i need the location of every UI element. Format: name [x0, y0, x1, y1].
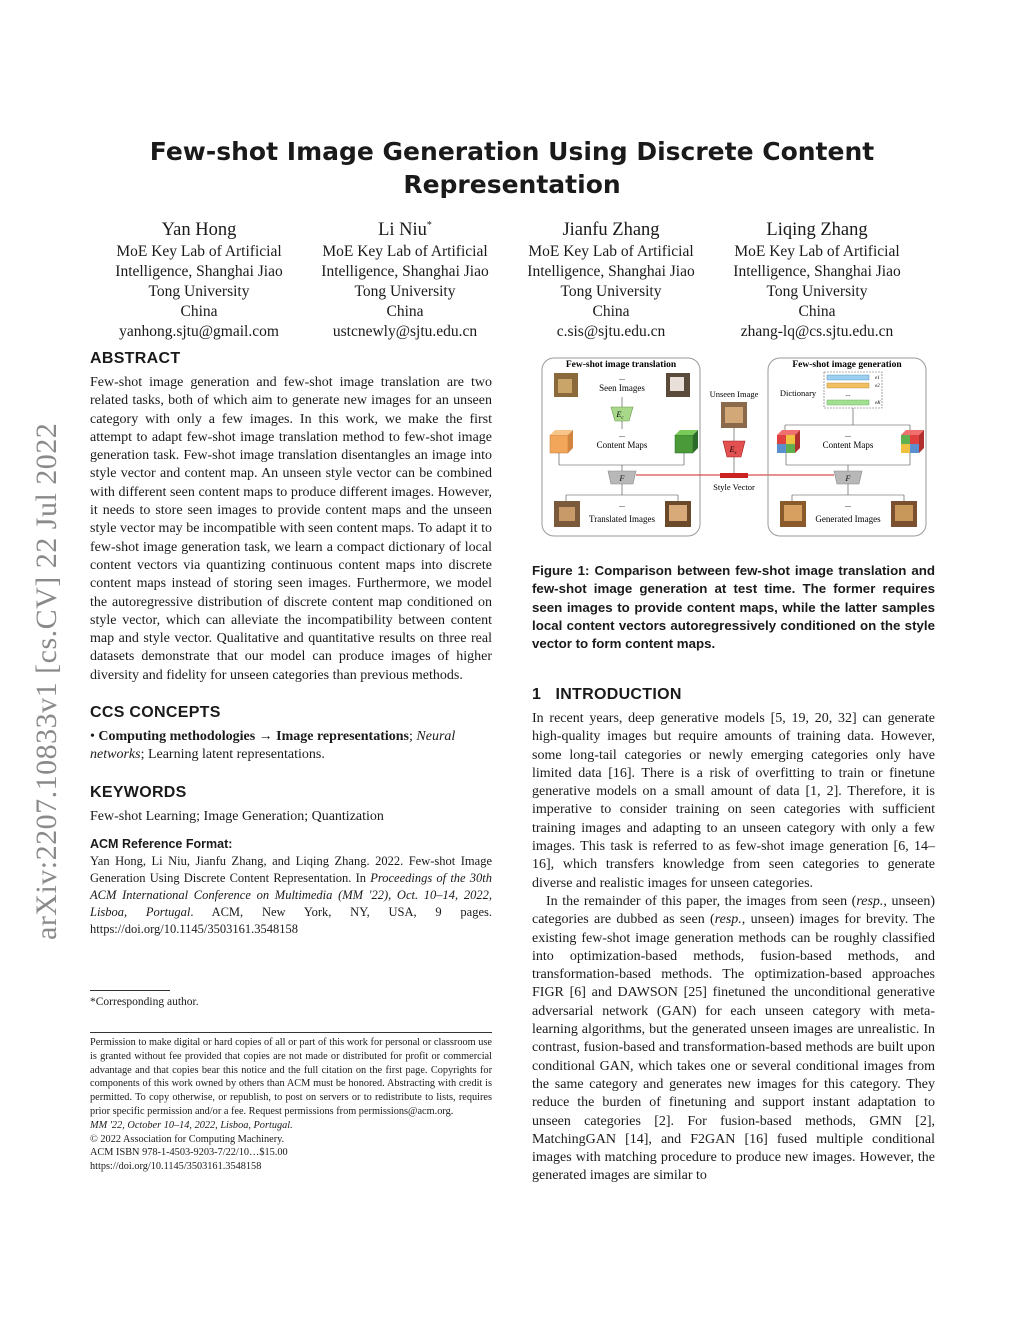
- permission-block: [90, 1036, 492, 1174]
- dict-entry-1: [827, 375, 869, 380]
- abstract-text: Few-shot image generation and few-shot image translation are two related tasks, both of which aim to generate new images for an unseen category with only a few images. In this work, we make the first attempt to adapt few-shot image translation method to few-shot image generation task. Few-shot image translation disentangles an image into style vector and content map. An unseen style vector can be combined with different seen content maps to produce different images. However, it needs to store seen images to provide content maps and the unseen style vector may be incompatible with seen content maps. To adapt it to few-shot image generation task, we learn a compact dictionary of local content vectors via quantizing continuous content maps into discrete content maps instead of storing seen images. Furthermore, we model the autoregressive distribution of discrete content map conditioned on style vector, which can alleviate the incompatibility between content map and style vector. Qualitative and quantitative results on three real datasets demonstrate that our model can produce images of higher diversity and fidelity for unseen categories than previous methods.: [90, 375, 492, 683]
- doi-link[interactable]: . ACM, New York, NY, USA, 9 pages. https://doi.org/10.1145/3503161.3548158: [90, 904, 492, 936]
- left-panel-title: Few-shot image translation: [565, 360, 677, 370]
- author-country: China: [386, 303, 424, 321]
- dict-entry-2-label: e2: [875, 384, 880, 389]
- paper-title: Few-shot Image Generation Using Discrete Content Representation: [149, 137, 875, 199]
- dictionary-label: Dictionary: [779, 388, 817, 398]
- author-2: [302, 215, 508, 342]
- translated-images-label: Translated Images: [589, 514, 655, 524]
- seen-images-label: Seen Images: [599, 383, 645, 393]
- author-email[interactable]: yanhong.sjtu@gmail.com: [119, 323, 279, 341]
- author-4: [714, 215, 920, 342]
- generated-dots: ...: [845, 500, 851, 509]
- content-cube-green: [675, 435, 693, 453]
- footnote-divider: [90, 990, 170, 991]
- abstract-heading: ABSTRACT: [90, 350, 181, 367]
- seen-dots: ...: [619, 373, 625, 382]
- introduction-section: [532, 686, 935, 1186]
- figure-1: [540, 355, 928, 540]
- author-affiliation: Tong University: [766, 283, 868, 301]
- decoder-f-right-label: F: [845, 474, 851, 483]
- dict-dots: ...: [845, 390, 851, 398]
- content-maps-label-left: Content Maps: [596, 440, 648, 450]
- ccs-heading: CCS CONCEPTS: [90, 704, 221, 722]
- author-affiliation: Tong University: [560, 283, 662, 301]
- encoder-ec-label: $E_c$: [616, 410, 624, 421]
- copyright: © 2022 Association for Computing Machinery.: [90, 1133, 285, 1145]
- decoder-f-left-label: F: [619, 474, 625, 483]
- author-affiliation: Intelligence, Shanghai Jiao: [733, 263, 901, 281]
- conference-info: MM '22, October 10–14, 2022, Lisboa, Portugal.: [90, 1119, 293, 1131]
- author-email[interactable]: ustcnewly@sjtu.edu.cn: [332, 323, 478, 341]
- introduction-heading: 1 INTRODUCTION: [532, 686, 682, 703]
- dict-entry-k-label: eK: [875, 401, 881, 406]
- author-name: Li Niu: [378, 220, 427, 241]
- isbn: ACM ISBN 978-1-4503-9203-7/22/10…$15.00: [90, 1147, 288, 1159]
- author-1: [96, 215, 302, 342]
- generated-images-label: Generated Images: [815, 514, 881, 524]
- right-panel-title: Few-shot image generation: [792, 360, 902, 370]
- style-vector-label: Style Vector: [713, 482, 755, 492]
- author-affiliation: MoE Key Lab of Artificial: [528, 243, 694, 261]
- author-country: China: [180, 303, 218, 321]
- intro-paragraph-1: In recent years, deep generative models [5, 19, 20, 32] can generate high-quality images but require amounts of training data. However, some long-tail categories or newly emerging categories only have limited data [16]. There is a risk of overfitting to train or finetune generative models on a small amount of data [1, 2]. Therefore, it is imperative to consider training on seen categories with sufficient training images and adapting to an unseen category with only a few images. This task is referred to as few-shot image generation [6, 14–16], which transfers knowledge from seen categories to generate diverse and realistic images for unseen categories.: [532, 711, 935, 891]
- author-3: [508, 215, 714, 342]
- seen-image-1-inner: [558, 379, 572, 393]
- author-email[interactable]: zhang-lq@cs.sjtu.edu.cn: [740, 323, 894, 341]
- corresponding-mark: *: [426, 220, 432, 231]
- author-affiliation: Intelligence, Shanghai Jiao: [527, 263, 695, 281]
- acm-reference-heading: ACM Reference Format:: [90, 836, 233, 851]
- permission-divider: [90, 1032, 492, 1033]
- author-affiliation: MoE Key Lab of Artificial: [734, 243, 900, 261]
- author-name: Jianfu Zhang: [562, 220, 660, 241]
- author-name: Liqing Zhang: [766, 220, 868, 241]
- content-cube-mixed-1: [777, 430, 800, 453]
- author-affiliation: MoE Key Lab of Artificial: [322, 243, 488, 261]
- content-dots-right: ...: [845, 430, 851, 439]
- author-affiliation: Tong University: [354, 283, 456, 301]
- keywords-heading: KEYWORDS: [90, 783, 187, 801]
- dict-entry-k: [827, 400, 869, 405]
- author-affiliation: Intelligence, Shanghai Jiao: [115, 263, 283, 281]
- content-maps-label-right: Content Maps: [822, 440, 874, 450]
- content-cube-orange: [550, 435, 568, 453]
- author-country: China: [592, 303, 630, 321]
- author-email[interactable]: c.sis@sjtu.edu.cn: [556, 323, 666, 341]
- left-column: [90, 350, 492, 938]
- intro-paragraph-2: In the remainder of this paper, the images from seen (resp., unseen) categories are dubbed as seen (resp., unseen) images for brevity. The existing few-shot image generation methods can be roughly classified into optimization-based methods, fusion-based methods, and transformation-based methods. The optimization-based approaches FIGR [6] and DAWSON [25] finetuned the unconditional generative adversarial network (GAN) for each unseen category with meta-learning algorithms, but the generated unseen images are unrealistic. In contrast, fusion-based and transformation-based methods are built upon conditional GAN, which takes one or several conditional images from the same category and generates new images for this category. They reduce the burden of finetuning and support instant adaptation to unseen categories [2]. For fusion-based methods, GMN [2], MatchingGAN [14], and F2GAN [16] fused multiple conditional images with matching procedure to produce new images. However, the generated images are similar to: [532, 893, 935, 1184]
- content-dots-left: ...: [619, 430, 625, 439]
- keywords-text: Few-shot Learning; Image Generation; Quantization: [90, 808, 384, 824]
- style-vector: [720, 473, 748, 478]
- author-country: China: [798, 303, 836, 321]
- author-affiliation: MoE Key Lab of Artificial: [116, 243, 282, 261]
- content-cube-mixed-2: [901, 430, 924, 453]
- author-name: Yan Hong: [161, 220, 237, 241]
- ccs-text: • Computing methodologies → Image representations; Neural networks; Learning latent representations.: [90, 729, 456, 763]
- author-block: [96, 215, 936, 342]
- figure-caption: Figure 1: Comparison between few-shot image translation and few-shot image generation at test time. The former requires seen images to provide content maps, while the latter samples local content vectors autoregressively conditioned on the style vector to form content maps.: [532, 563, 935, 652]
- seen-image-2-inner: [670, 377, 684, 391]
- arxiv-stamp: arXiv:2207.10833v1 [cs.CV] 22 Jul 2022: [30, 422, 63, 940]
- unseen-image-label: Unseen Image: [709, 389, 759, 399]
- dict-entry-2: [827, 383, 869, 388]
- author-affiliation: Intelligence, Shanghai Jiao: [321, 263, 489, 281]
- author-affiliation: Tong University: [148, 283, 250, 301]
- doi[interactable]: https://doi.org/10.1145/3503161.3548158: [90, 1161, 262, 1173]
- translated-dots: ...: [619, 500, 625, 509]
- dict-entry-1-label: e1: [875, 376, 880, 381]
- ccs-concept: Computing methodologies → Image representations: [98, 729, 409, 745]
- footnote: *Corresponding author.: [90, 996, 199, 1008]
- encoder-es-label: $E_s$: [729, 445, 737, 456]
- permission-text: Permission to make digital or hard copies of all or part of this work for personal or classroom use is granted without fee provided that copies are not made or distributed for profit or commercial advantage and that copies bear this notice and the full citation on the first page. Copyrights for components of this work owned by others than ACM must be honored. Abstracting with credit is permitted. To copy otherwise, or republish, to post on servers or to redistribute to lists, requires prior specific permission and/or a fee. Request permissions from permissions@acm.org.: [90, 1037, 492, 1117]
- acm-reference: ACM Reference Format: Yan Hong, Li Niu, Jianfu Zhang, and Liqing Zhang. 2022. Few-shot Image Generation Using Discrete Content Representation. In Proceedings of the 30th ACM International Conference on Multimedia (MM '22), Oct. 10–14, 2022, Lisboa, Portugal. ACM, New York, NY, USA, 9 pages. https://doi.org/10.1145/3503161.3548158: [90, 836, 492, 936]
